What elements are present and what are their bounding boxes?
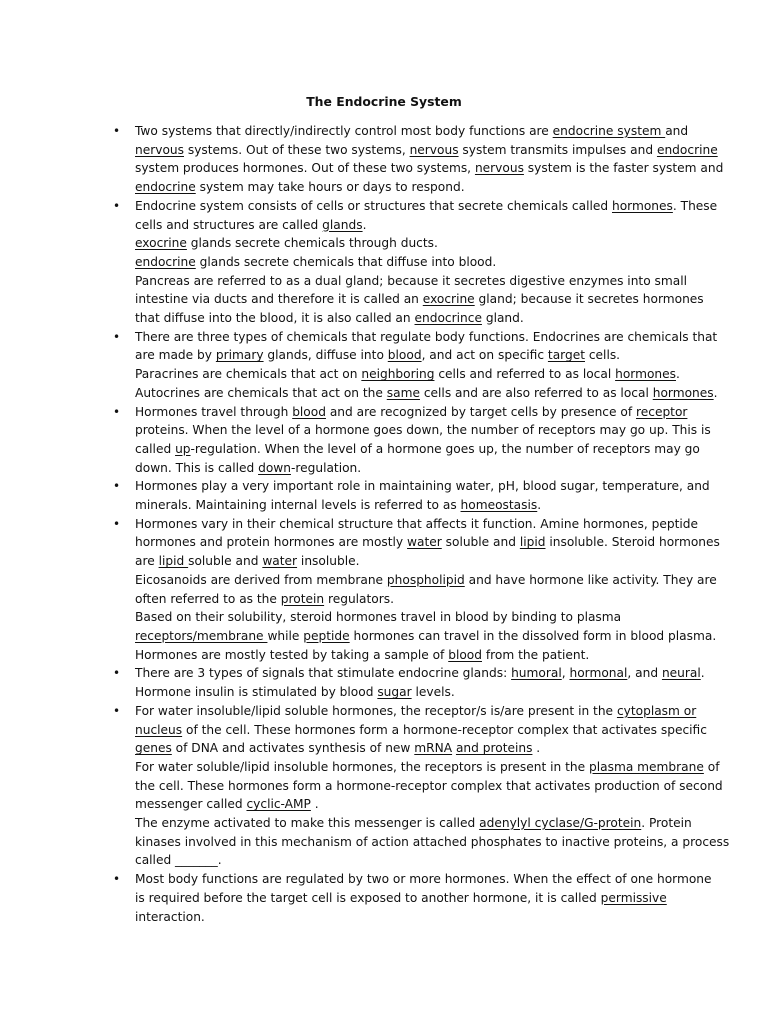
text-segment: cells. xyxy=(584,348,621,363)
text-segment: There are three types of chemicals that regulate body functions. Endocrines are chemicals that xyxy=(135,329,718,344)
underlined-term: endocrine system xyxy=(552,124,666,138)
text-line xyxy=(135,253,685,272)
text-segment: . xyxy=(310,797,319,812)
text-line xyxy=(135,908,685,927)
text-line xyxy=(135,552,685,571)
underlined-term: cyclic-AMP xyxy=(246,797,311,812)
text-line xyxy=(135,889,685,908)
text-line xyxy=(135,122,689,141)
text-segment: , and act on specific xyxy=(421,348,548,363)
underlined-term: lipid xyxy=(519,535,546,550)
underlined-term: lipid xyxy=(158,554,189,569)
text-segment: gland. xyxy=(481,311,524,326)
text-segment: glands secrete chemicals that diffuse into blood. xyxy=(195,254,497,269)
text-segment: often referred to as the xyxy=(135,591,281,606)
text-line xyxy=(135,664,705,683)
underlined-term: neighboring xyxy=(361,367,435,382)
text-line xyxy=(135,440,700,459)
text-segment: glands, diffuse into xyxy=(263,348,388,363)
text-line xyxy=(135,197,718,216)
text-segment: -regulation. When the level of a hormone goes up, the number of receptors may go xyxy=(190,441,700,456)
underlined-term: glands xyxy=(322,217,363,232)
text-segment: . xyxy=(362,217,367,232)
text-line xyxy=(135,833,730,852)
underlined-term: exocrine xyxy=(422,292,475,307)
text-segment: that diffuse into the blood, it is also called an xyxy=(135,311,415,326)
underlined-term: sugar xyxy=(377,685,412,700)
bullet-marker: • xyxy=(113,703,121,718)
text-segment: . Protein xyxy=(641,816,692,831)
text-segment: There are 3 types of signals that stimulate endocrine glands: xyxy=(135,666,512,681)
text-segment: . xyxy=(532,741,541,756)
underlined-term: peptide xyxy=(303,628,350,643)
bullet-marker: • xyxy=(113,404,121,419)
text-segment: and have hormone like activity. They are xyxy=(464,572,717,587)
underlined-term: endocrince xyxy=(414,311,482,326)
text-line xyxy=(135,421,711,440)
underlined-term: nucleus xyxy=(135,722,183,737)
text-segment: system produces hormones. Out of these two systems, xyxy=(135,161,475,176)
text-segment: of the cell. These hormones form a hormone-receptor complex that activates specific xyxy=(182,722,707,737)
text-line xyxy=(135,571,717,590)
text-segment: cells and structures are called xyxy=(135,217,323,232)
text-segment: Eicosanoids are derived from membrane xyxy=(135,572,387,587)
text-line xyxy=(135,159,724,178)
text-line xyxy=(135,272,685,291)
bullet-marker: • xyxy=(113,872,121,887)
underlined-term: up xyxy=(175,441,191,456)
underlined-term: and proteins xyxy=(455,741,533,756)
text-segment: Based on their solubility, steroid hormones travel in blood by binding to plasma xyxy=(135,610,622,625)
text-line xyxy=(135,290,704,309)
underlined-term: blood xyxy=(448,647,482,662)
underlined-term: plasma membrane xyxy=(589,759,704,774)
text-segment: intestine via ducts and therefore it is called an xyxy=(135,292,423,307)
text-line xyxy=(135,533,720,552)
underlined-term: hormones xyxy=(611,198,673,213)
text-segment: Hormones are mostly tested by taking a sample of xyxy=(135,647,449,662)
text-segment: interaction. xyxy=(135,909,205,924)
underlined-term: blood xyxy=(387,348,422,363)
text-segment: Pancreas are referred to as a dual gland; because it secretes digestive enzymes into small xyxy=(135,273,687,288)
text-segment: soluble and xyxy=(188,554,263,569)
text-segment: are made by xyxy=(135,348,216,363)
document-title: The Endocrine System xyxy=(306,94,462,109)
text-segment: . These xyxy=(672,198,718,213)
text-segment: Most body functions are regulated by two or more hormones. When the effect of one hormone xyxy=(135,872,712,887)
text-line xyxy=(135,459,685,478)
text-line xyxy=(135,683,685,702)
bullet-marker: • xyxy=(113,516,121,531)
text-segment: Hormones vary in their chemical structure that affects it function. Amine hormones, peptide xyxy=(135,516,698,531)
underlined-term: nervous xyxy=(409,142,459,157)
text-line xyxy=(135,758,720,777)
bullet-item xyxy=(0,664,705,701)
text-segment: and xyxy=(665,124,689,138)
text-segment: . xyxy=(713,385,718,400)
text-line xyxy=(135,739,685,758)
underlined-term: adenylyl cyclase/G-protein xyxy=(479,816,642,831)
text-line xyxy=(135,870,712,889)
text-segment: called xyxy=(135,441,176,456)
text-segment: glands secrete chemicals through ducts. xyxy=(186,236,438,251)
text-segment: . xyxy=(537,498,542,513)
underlined-term: endocrine xyxy=(135,180,196,195)
text-segment: The enzyme activated to make this messenger is called xyxy=(135,816,480,831)
text-line xyxy=(135,608,685,627)
text-line xyxy=(135,477,710,496)
text-segment: Hormone insulin is stimulated by blood xyxy=(135,685,378,700)
text-line xyxy=(135,328,718,347)
text-segment: Endocrine system consists of cells or structures that secrete chemicals called xyxy=(135,198,612,213)
text-line xyxy=(135,346,685,365)
text-line xyxy=(135,234,685,253)
bullet-item xyxy=(0,197,718,328)
underlined-term: humoral xyxy=(511,666,562,681)
bullet-item xyxy=(0,477,710,514)
text-segment: gland; because it secretes hormones xyxy=(474,292,704,307)
text-line xyxy=(135,178,685,197)
underlined-term: hormones xyxy=(615,367,676,382)
text-segment: hormones can travel in the dissolved form in blood plasma. xyxy=(349,628,717,643)
underlined-term: receptor xyxy=(636,404,688,419)
text-segment: down. This is called xyxy=(135,460,259,475)
text-segment: Hormones play a very important role in maintaining water, pH, blood sugar, temperature, and xyxy=(135,479,710,494)
bullet-marker: • xyxy=(113,124,121,138)
text-segment: called _______. xyxy=(135,853,222,868)
bullet-marker: • xyxy=(113,666,121,681)
text-segment: are xyxy=(135,554,159,569)
underlined-term: exocrine xyxy=(135,236,187,251)
underlined-term: nervous xyxy=(474,161,524,176)
underlined-term: endocrine xyxy=(656,142,718,157)
underlined-term: same xyxy=(386,385,420,400)
text-line xyxy=(135,777,723,796)
text-segment: cells and referred to as local xyxy=(434,367,616,382)
text-segment: systems. Out of these two systems, xyxy=(183,142,410,157)
underlined-term: receptors/membrane xyxy=(135,628,268,643)
text-segment: hormones and protein hormones are mostly xyxy=(135,535,408,550)
text-line xyxy=(135,216,685,235)
text-segment: of xyxy=(703,759,720,774)
underlined-term: protein xyxy=(280,591,325,606)
bullet-item xyxy=(0,515,720,665)
bullet-item xyxy=(0,328,718,403)
text-segment: the cell. These hormones form a hormone-receptor complex that activates production of second xyxy=(135,778,723,793)
bullet-item xyxy=(0,403,711,478)
bullet-list xyxy=(0,122,768,926)
text-segment: , and xyxy=(627,666,662,681)
bullet-item xyxy=(0,702,730,870)
text-segment: system transmits impulses and xyxy=(458,142,657,157)
text-line xyxy=(135,627,717,646)
text-segment: insoluble. Steroid hormones xyxy=(545,535,720,550)
underlined-term: nervous xyxy=(135,142,184,157)
text-segment: system may take hours or days to respond. xyxy=(195,180,465,195)
underlined-term: hormones xyxy=(652,385,714,400)
text-segment: Two systems that directly/indirectly control most body functions are xyxy=(135,124,553,138)
text-segment: system is the faster system and xyxy=(523,161,724,176)
text-segment: Autocrines are chemicals that act on the xyxy=(135,385,387,400)
text-line xyxy=(135,721,707,740)
text-segment: minerals. Maintaining internal levels is referred to as xyxy=(135,498,461,513)
text-segment: while xyxy=(267,628,304,643)
underlined-term: genes xyxy=(135,741,172,756)
underlined-term: blood xyxy=(292,404,326,419)
text-line xyxy=(135,496,685,515)
underlined-term: homeostasis xyxy=(460,498,538,513)
text-segment: of DNA and activates synthesis of new xyxy=(171,741,415,756)
underlined-term: neural xyxy=(661,666,701,681)
underlined-term: water xyxy=(262,554,298,569)
text-line xyxy=(135,403,688,422)
text-segment: from the patient. xyxy=(482,647,590,662)
text-segment: Paracrines are chemicals that act on xyxy=(135,367,362,382)
text-segment: . xyxy=(700,666,705,681)
text-segment: Hormones travel through xyxy=(135,404,293,419)
bullet-marker: • xyxy=(113,329,121,344)
underlined-term: permissive xyxy=(600,890,667,905)
underlined-term: phospholipid xyxy=(386,572,465,587)
text-line xyxy=(135,851,685,870)
underlined-term: endocrine xyxy=(135,254,196,269)
text-line xyxy=(135,702,697,721)
text-segment: soluble and xyxy=(441,535,520,550)
text-line xyxy=(135,309,685,328)
text-segment: For water insoluble/lipid soluble hormones, the receptor/s is/are present in the xyxy=(135,703,617,718)
text-line xyxy=(135,384,718,403)
text-line xyxy=(135,590,685,609)
bullet-item xyxy=(0,122,724,197)
text-segment: cells and are also referred to as local xyxy=(419,385,653,400)
text-segment: , xyxy=(561,666,570,681)
text-line xyxy=(135,646,685,665)
text-line xyxy=(135,515,698,534)
underlined-term: mRNA xyxy=(414,741,453,756)
text-line xyxy=(135,141,718,160)
underlined-term: water xyxy=(407,535,442,550)
underlined-term: target xyxy=(547,348,585,363)
underlined-term: down xyxy=(258,460,291,475)
text-segment: -regulation. xyxy=(290,460,362,475)
bullet-marker: • xyxy=(113,479,121,494)
underlined-term: cytoplasm or xyxy=(616,703,697,718)
text-segment: is required before the target cell is exposed to another hormone, it is called xyxy=(135,890,601,905)
text-segment: messenger called xyxy=(135,797,247,812)
text-segment: insoluble. xyxy=(297,554,360,569)
text-segment: proteins. When the level of a hormone goes down, the number of receptors may go up. This is xyxy=(135,423,711,438)
text-segment: kinases involved in this mechanism of action attached phosphates to inactive proteins, a process xyxy=(135,834,730,849)
text-segment: regulators. xyxy=(324,591,394,606)
text-segment: For water soluble/lipid insoluble hormones, the receptors is present in the xyxy=(135,759,590,774)
text-segment: . xyxy=(675,367,680,382)
text-segment: levels. xyxy=(411,685,455,700)
text-segment: and are recognized by target cells by presence of xyxy=(325,404,636,419)
underlined-term: hormonal xyxy=(569,666,628,681)
text-line xyxy=(135,795,685,814)
underlined-term: primary xyxy=(215,348,264,363)
text-line xyxy=(135,365,685,384)
bullet-marker: • xyxy=(113,198,121,213)
text-line xyxy=(135,814,692,833)
bullet-item xyxy=(0,870,712,926)
